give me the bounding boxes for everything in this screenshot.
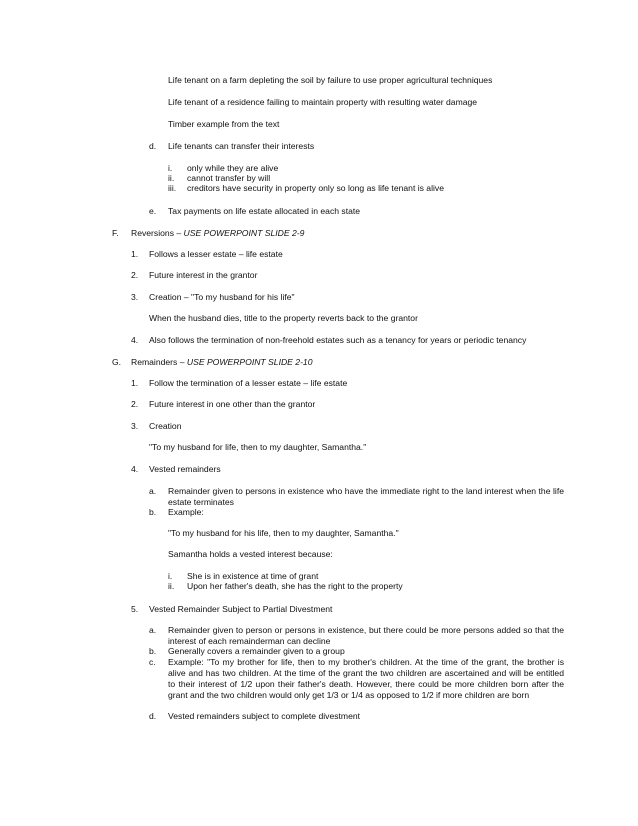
- list-marker: d.: [149, 141, 157, 151]
- list-marker: 4.: [131, 335, 139, 345]
- list-marker: 2.: [131, 270, 139, 280]
- heading-text: Reversions –: [131, 228, 184, 238]
- list-marker: 4.: [131, 464, 139, 474]
- list-item-text: Follows a lesser estate – life estate: [149, 249, 283, 259]
- list-marker: iii.: [168, 183, 177, 193]
- list-marker: 3.: [131, 421, 139, 431]
- list-item-text: Example: "To my brother for life, then to my brother's children. At the time of the grant, the brother is alive and has two children. At the time of the grant the two children are ascertained and will be entitled to their interest of 1/2 upon their father's death. However, there could be more children born after the grant and the two children would only get 1/3 or 1/4 as opposed to 1/2 if more children are born: [168, 657, 564, 700]
- list-item-text: Follow the termination of a lesser estate – life estate: [149, 378, 348, 388]
- list-item-text: Future interest in the grantor: [149, 270, 258, 280]
- list-marker: a.: [149, 625, 157, 635]
- list-item-text: "To my husband for life, then to my daughter, Samantha.": [149, 442, 367, 452]
- list-item-text: Tax payments on life estate allocated in each state: [168, 206, 361, 216]
- text-line: Life tenant of a residence failing to maintain property with resulting water damage: [168, 97, 478, 107]
- heading-text: Remainders –: [131, 357, 187, 367]
- list-marker: c.: [149, 657, 156, 667]
- list-item-text: Vested remainders subject to complete divestment: [168, 711, 361, 721]
- text-line: Life tenant on a farm depleting the soil by failure to use proper agricultural techniques: [168, 75, 493, 85]
- heading-slide-ref: USE POWERPOINT SLIDE 2-9: [183, 228, 305, 238]
- list-item-text: Example:: [168, 507, 204, 517]
- list-item-text: Vested remainders: [149, 464, 221, 474]
- list-marker: ii.: [168, 581, 175, 591]
- list-item-text: creditors have security in property only so long as life tenant is alive: [187, 183, 444, 193]
- list-marker: 1.: [131, 378, 139, 388]
- section-marker: G.: [112, 357, 122, 367]
- list-marker: d.: [149, 711, 157, 721]
- list-item-text: Also follows the termination of non-freehold estates such as a tenancy for years or periodic tenancy: [149, 335, 527, 345]
- list-marker: b.: [149, 646, 157, 656]
- list-item-text: Future interest in one other than the grantor: [149, 399, 316, 409]
- list-marker: b.: [149, 507, 157, 517]
- list-marker: i.: [168, 571, 173, 581]
- list-item-text: Creation – "To my husband for his life": [149, 292, 295, 302]
- list-item-text: Upon her father's death, she has the right to the property: [187, 581, 403, 591]
- section-marker: F.: [112, 228, 119, 238]
- list-marker: ii.: [168, 173, 175, 183]
- list-marker: 2.: [131, 399, 139, 409]
- heading-slide-ref: USE POWERPOINT SLIDE 2-10: [186, 357, 313, 367]
- list-item-text: cannot transfer by will: [187, 173, 271, 183]
- section-heading: [131, 357, 313, 368]
- list-item-text: only while they are alive: [187, 163, 279, 173]
- list-marker: 5.: [131, 604, 139, 614]
- text-line: Samantha holds a vested interest because:: [168, 549, 333, 559]
- list-marker: 3.: [131, 292, 139, 302]
- text-line: Timber example from the text: [168, 119, 280, 129]
- quote-text: "To my husband for his life, then to my daughter, Samantha.": [168, 528, 399, 538]
- list-item-text: Creation: [149, 421, 182, 431]
- list-item-text: Remainder given to person or persons in existence, but there could be more persons added so that the interest of each remainderman can decline: [168, 625, 564, 646]
- list-item-text: Generally covers a remainder given to a group: [168, 646, 345, 656]
- list-marker: 1.: [131, 249, 139, 259]
- list-item-text: She is in existence at time of grant: [187, 571, 319, 581]
- list-marker: a.: [149, 486, 157, 496]
- list-item-text: Life tenants can transfer their interests: [168, 141, 315, 151]
- list-marker: i.: [168, 163, 173, 173]
- list-item-text: Remainder given to persons in existence who have the immediate right to the land interest when the life estate terminates: [168, 486, 564, 507]
- list-item-text: When the husband dies, title to the property reverts back to the grantor: [149, 313, 418, 323]
- section-heading: [131, 228, 304, 239]
- list-marker: e.: [149, 206, 157, 216]
- list-item-text: Vested Remainder Subject to Partial Divestment: [149, 604, 333, 614]
